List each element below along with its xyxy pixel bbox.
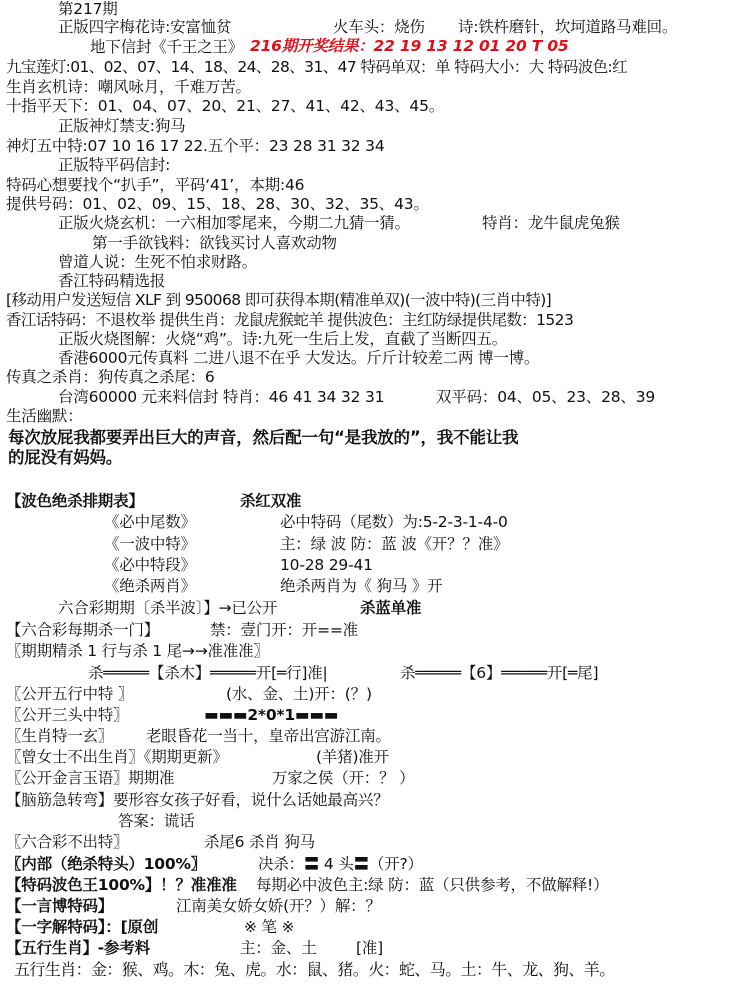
one-char-label: 【一字解特码】：[原创: [6, 918, 159, 936]
three-heads-value: ▬▬▬2*0*1▬▬▬: [204, 706, 339, 724]
kill-two-value: 绝杀两肖为《 狗马 》开: [280, 577, 443, 595]
taoist-saying: 曾道人说：生死不怕求财路。: [58, 253, 257, 271]
five-elements-value: (水、金、土)开：(？): [226, 685, 372, 703]
sms-promo: [移动用户发送短信 XLF 到 950068 即可获得本期(精准单双)(一波中特)(三肖中特)]: [6, 291, 552, 309]
internal-kill-value: 决杀：〓 4 头〓（开?）: [258, 855, 423, 873]
special-code-line: 特码心想要找个“扒手”，平码‘41’，本期:46: [6, 176, 305, 194]
one-wave-value: 主：绿 波 防：蓝 波《开？？准》: [280, 535, 509, 553]
double-flat-codes: 双平码：04、05、23、28、39: [436, 388, 656, 406]
envelope-title: 正版特平码信封:: [58, 156, 171, 174]
special-zodiac: 特肖：龙牛鼠虎兔猴: [482, 214, 620, 232]
taiwan-envelope: 台湾60000 元来料信封 特肖：46 41 34 32 31: [58, 388, 385, 406]
one-word-bet-label: 【一言博特码】: [6, 897, 114, 915]
five-zodiac-accurate: [准]: [356, 939, 383, 957]
joke-line-2: 的屁没有妈妈。: [8, 448, 123, 467]
first-hand-line: 第一手欲钱料：欲钱买讨人喜欢动物: [92, 234, 337, 252]
one-word-bet-value: 江南美女娇女娇(开？）解：？: [176, 897, 381, 915]
must-tail-value: 必中特码（尾数）为:5-2-3-1-4-0: [280, 513, 508, 531]
internal-kill-label: 〖内部（绝杀特头）100%〗: [6, 855, 207, 873]
brain-teaser-answer: 答案：谎话: [118, 812, 195, 830]
provided-numbers: 提供号码：01、02、09、15、18、28、30、32、35、43。: [6, 195, 429, 213]
ms-zeng-value: (羊猪)准开: [316, 748, 389, 766]
train-head: 火车头：烧伤: [333, 18, 425, 36]
fire-mystery: 正版火烧玄机：一六相加零尾来，今期二九猜一猜。: [58, 214, 410, 232]
kill-red-double: 杀红双准: [240, 492, 302, 510]
hongkong-code-line: 香江话特码：不退枚举 提供生肖：龙鼠虎猴蛇羊 提供波色：主红防绿提供尾数：1523: [6, 311, 574, 329]
kill-one-door-value: 禁：壹门开：开==准: [210, 621, 358, 639]
not-out-label: 〖六合彩不出特〗: [6, 833, 129, 851]
kill-blue-single: 杀蓝单准: [360, 599, 422, 617]
fax-6000-line: 香港6000元传真料 二进八退不在乎 大发达。斤斤计较差二两 博一博。: [58, 349, 540, 367]
brain-teaser: 【脑筋急转弯】要形容女孩子好看，说什么话她最高兴？: [6, 791, 389, 809]
three-heads-label: 〖公开三头中特〗: [6, 706, 129, 724]
wave-king-value: 每期必中波色主:绿 防：蓝（只供参考，不做解释!）: [256, 876, 609, 894]
five-zodiac-list: 五行生肖：金：猴、鸡。木：兔、虎。水：鼠、猪。火：蛇、马。土：牛、龙、狗、羊。: [14, 960, 615, 979]
draw-result: 216期开奖结果：22 19 13 12 01 20 T 05: [250, 37, 569, 55]
nine-lotus-line: 九宝莲灯:01、02、07、14、18、24、28、31、47 特码单双：单 特码大小：大 特码波色:红: [6, 58, 628, 76]
issue-number: 第217期: [58, 0, 118, 18]
must-segment-value: 10-28 29-41: [280, 556, 373, 574]
kill-wood-line: 杀═════【杀木】═════开[═行]准|: [88, 664, 328, 682]
one-wave-label: 《一波中特》: [104, 535, 196, 553]
hongkong-report-title: 香江特码精选报: [58, 272, 166, 290]
zodiac-mystery-value: 老眼昏花一当十，皇帝出宫游江南。: [146, 727, 391, 745]
lamp-forbidden: 正版神灯禁支:狗马: [58, 117, 186, 135]
five-zodiac-main: 主：金、土: [240, 939, 317, 957]
must-segment-label: 《必中特段》: [104, 556, 196, 574]
must-tail-label: 《必中尾数》: [104, 513, 196, 531]
ten-fingers-line: 十指平天下：01、04、07、20、21、27、41、42、43、45。: [6, 97, 445, 115]
kill-element-tail-title: 〖期期精杀 1 行与杀 1 尾→→准准准〗: [6, 642, 269, 660]
zodiac-poem: 生肖玄机诗：嘲风咏月，千难万苦。: [6, 78, 251, 96]
poem-line: 诗:铁杵磨针，坎坷道路马难回。: [458, 18, 678, 36]
humor-title: 生活幽默：: [6, 407, 83, 425]
half-wave-line: 六合彩期期〔杀半波〕】→已公开: [58, 599, 278, 617]
fire-diagram-line: 正版火烧图解：火烧“鸡”。诗:九死一生后上发，直截了当断四五。: [58, 330, 508, 348]
one-char-value: ※ 笔 ※: [244, 918, 295, 936]
fax-kill-line: 传真之杀肖：狗传真之杀尾：6: [6, 368, 215, 386]
joke-line-1: 每次放屁我都要弄出巨大的声音，然后配一句“是我放的”，我不能让我: [8, 428, 519, 447]
golden-words-value: 万家之侯（开：？ ）: [272, 769, 415, 787]
five-zodiac-label: 【五行生肖】-参考料: [6, 939, 150, 957]
kill-two-label: 《绝杀两肖》: [104, 577, 196, 595]
lamp-five-line: 神灯五中特:07 10 16 17 22.五个平：23 28 31 32 34: [6, 137, 385, 155]
kill-table-panel: [0, 482, 748, 1008]
underground-envelope: 地下信封《千王之王》: [90, 38, 244, 56]
golden-words-label: 〖公开金言玉语〗期期准: [6, 769, 175, 787]
kill-one-door-label: 【六合彩每期杀一门】: [6, 621, 160, 639]
plum-poem: 正版四字梅花诗:安富恤贫: [58, 18, 232, 36]
five-elements-label: 〖公开五行中特 〗: [6, 685, 134, 703]
kill-six-line: 杀═════【6】═════开[═尾]: [400, 664, 599, 682]
not-out-value: 杀尾6 杀肖 狗马: [204, 833, 315, 851]
ms-zeng-label: 〖曾女士不出生肖〗《期期更新》: [6, 748, 228, 766]
wave-king-label: 【特码波色王100%】！？准准准: [6, 876, 237, 894]
zodiac-mystery-label: 〖生肖特一玄〗: [6, 727, 114, 745]
kill-table-title: 【波色绝杀排期表】: [6, 492, 144, 510]
